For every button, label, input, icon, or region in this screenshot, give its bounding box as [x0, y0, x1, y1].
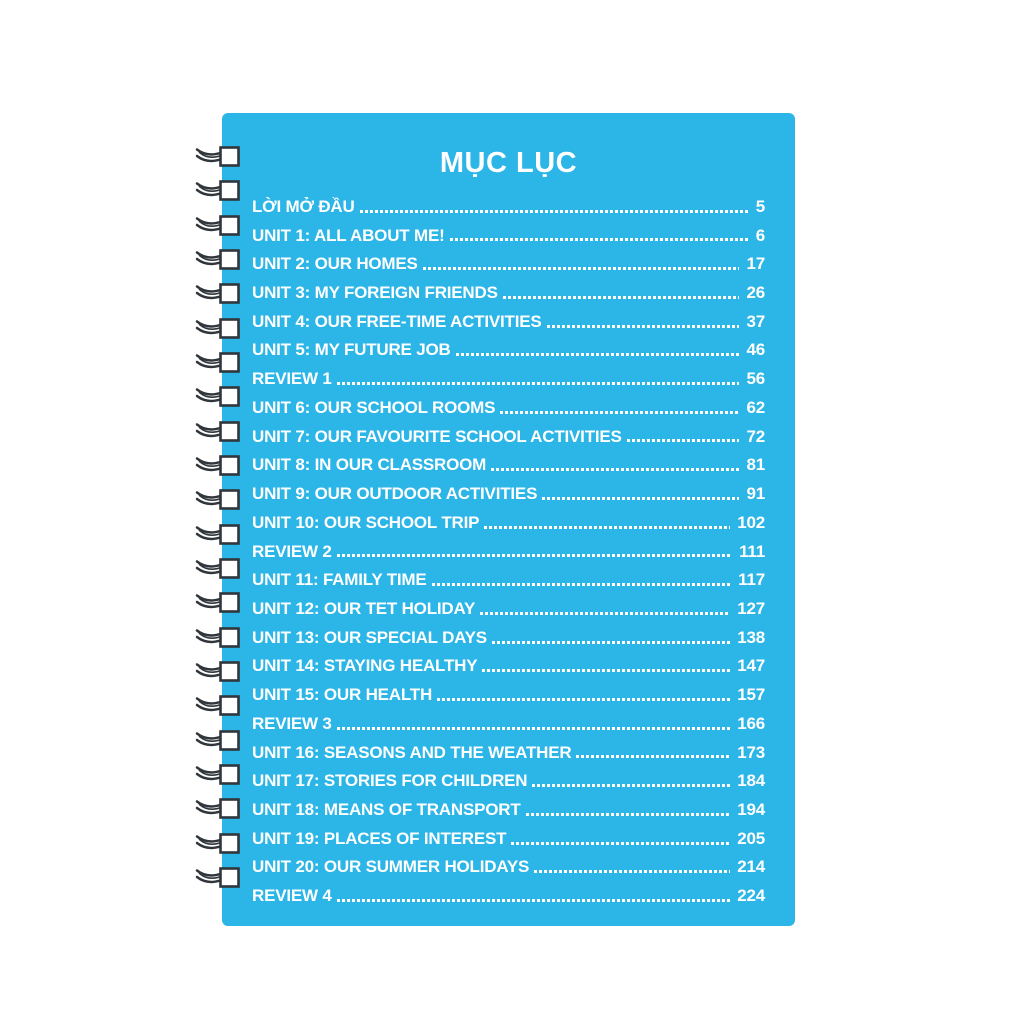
toc-page [222, 113, 795, 926]
dot-leader [547, 325, 740, 328]
dot-leader [337, 382, 740, 385]
toc-entry-label: UNIT 13: OUR SPECIAL DAYS [252, 627, 487, 647]
toc-entry-page-number: 157 [737, 685, 765, 705]
dot-leader [492, 641, 730, 644]
toc-entry-page-number: 194 [737, 799, 765, 819]
spiral-ring-icon [195, 486, 241, 516]
toc-entry-page-number: 26 [746, 283, 765, 303]
toc-entry-row [252, 503, 765, 532]
spiral-ring-icon [195, 315, 241, 345]
spiral-ring-icon [195, 383, 241, 413]
toc-entry-page-number: 111 [739, 541, 765, 561]
toc-entry-label: LỜI MỞ ĐẦU [252, 196, 355, 216]
toc-entry-label: REVIEW 3 [252, 713, 332, 733]
toc-entry-row [252, 790, 765, 819]
toc-entry-page-number: 166 [737, 713, 765, 733]
toc-entry-label: UNIT 12: OUR TET HOLIDAY [252, 598, 476, 618]
toc-entry-row [252, 733, 765, 762]
dot-leader [337, 727, 731, 730]
toc-entry-page-number: 138 [737, 627, 765, 647]
toc-entry-row [252, 445, 765, 474]
toc-entry-row [252, 618, 765, 647]
toc-entry-page-number: 173 [737, 742, 765, 762]
dot-leader [337, 554, 732, 557]
toc-entry-row [252, 876, 765, 905]
toc-entry-label: UNIT 17: STORIES FOR CHILDREN [252, 771, 528, 791]
toc-entry-row [252, 761, 765, 790]
toc-entry-label: UNIT 8: IN OUR CLASSROOM [252, 455, 487, 475]
toc-entry-row [252, 302, 765, 331]
toc-entry-label: UNIT 16: SEASONS AND THE WEATHER [252, 742, 572, 762]
dot-leader [423, 267, 740, 270]
toc-entry-label: UNIT 5: MY FUTURE JOB [252, 340, 451, 360]
toc-entry-label: UNIT 9: OUR OUTDOOR ACTIVITIES [252, 484, 538, 504]
spiral-ring-icon [195, 349, 241, 379]
toc-entry-label: UNIT 10: OUR SCHOOL TRIP [252, 512, 480, 532]
spiral-ring-icon [195, 177, 241, 207]
toc-entry-page-number: 5 [755, 196, 765, 216]
spiral-ring-icon [195, 692, 241, 722]
spiral-ring-icon [195, 555, 241, 585]
dot-leader [450, 238, 749, 241]
toc-entry-row [252, 187, 765, 216]
spiral-ring-icon [195, 658, 241, 688]
spiral-ring-icon [195, 761, 241, 791]
toc-entry-page-number: 127 [737, 598, 765, 618]
spiral-ring-icon [195, 143, 241, 173]
toc-entry-page-number: 102 [737, 512, 765, 532]
dot-leader [500, 411, 739, 414]
spiral-ring-icon [195, 830, 241, 860]
toc-entry-row [252, 647, 765, 676]
spiral-ring-icon [195, 280, 241, 310]
dot-leader [542, 497, 739, 500]
dot-leader [503, 296, 740, 299]
toc-entry-row [252, 704, 765, 733]
toc-entry-page-number: 117 [738, 570, 765, 590]
toc-entry-row [252, 244, 765, 273]
toc-entry-page-number: 147 [737, 656, 765, 676]
toc-entry-page-number: 46 [746, 340, 765, 360]
toc-entry-label: UNIT 11: FAMILY TIME [252, 570, 427, 590]
toc-entry-row [252, 560, 765, 589]
toc-list [252, 187, 765, 905]
dot-leader [484, 526, 730, 529]
toc-entry-row [252, 417, 765, 446]
spiral-ring-icon [195, 727, 241, 757]
spiral-ring-icon [195, 521, 241, 551]
toc-entry-label: UNIT 2: OUR HOMES [252, 254, 418, 274]
toc-entry-row [252, 848, 765, 877]
toc-entry-row [252, 216, 765, 245]
page-title: MỤC LỤC [439, 147, 578, 179]
dot-leader [456, 353, 740, 356]
toc-entry-row [252, 819, 765, 848]
toc-entry-label: UNIT 20: OUR SUMMER HOLIDAYS [252, 857, 530, 877]
dot-leader [337, 899, 731, 902]
toc-entry-page-number: 56 [746, 369, 765, 389]
spiral-ring-icon [195, 452, 241, 482]
spiral-ring-icon [195, 212, 241, 242]
spiral-ring-icon [195, 624, 241, 654]
toc-entry-page-number: 37 [746, 311, 765, 331]
toc-entry-label: REVIEW 2 [252, 541, 332, 561]
toc-entry-row [252, 359, 765, 388]
dot-leader [437, 698, 730, 701]
toc-entry-row [252, 675, 765, 704]
toc-entry-page-number: 17 [746, 254, 765, 274]
dot-leader [627, 439, 740, 442]
dot-leader [511, 842, 730, 845]
spiral-ring-icon [195, 418, 241, 448]
toc-entry-label: UNIT 15: OUR HEALTH [252, 685, 433, 705]
toc-entry-page-number: 72 [746, 426, 765, 446]
toc-entry-label: REVIEW 4 [252, 886, 332, 906]
spiral-ring-icon [195, 864, 241, 894]
toc-entry-label: UNIT 18: MEANS OF TRANSPORT [252, 799, 521, 819]
toc-entry-page-number: 214 [737, 857, 765, 877]
dot-leader [432, 583, 732, 586]
dot-leader [532, 784, 730, 787]
toc-entry-page-number: 205 [737, 828, 765, 848]
toc-entry-row [252, 388, 765, 417]
toc-entry-page-number: 91 [746, 484, 765, 504]
spiral-ring-icon [195, 246, 241, 276]
toc-entry-row [252, 273, 765, 302]
toc-entry-page-number: 62 [746, 397, 765, 417]
toc-entry-label: UNIT 3: MY FOREIGN FRIENDS [252, 283, 498, 303]
toc-entry-row [252, 331, 765, 360]
dot-leader [480, 612, 730, 615]
toc-entry-label: UNIT 4: OUR FREE-TIME ACTIVITIES [252, 311, 542, 331]
dot-leader [360, 210, 749, 213]
toc-entry-page-number: 184 [737, 771, 765, 791]
dot-leader [576, 755, 730, 758]
spiral-ring-icon [195, 795, 241, 825]
toc-entry-label: UNIT 7: OUR FAVOURITE SCHOOL ACTIVITIES [252, 426, 622, 446]
toc-entry-label: REVIEW 1 [252, 369, 332, 389]
toc-entry-page-number: 81 [746, 455, 765, 475]
spiral-ring-icon [195, 589, 241, 619]
toc-entry-page-number: 224 [737, 886, 765, 906]
dot-leader [534, 870, 730, 873]
toc-entry-row [252, 474, 765, 503]
toc-entry-label: UNIT 1: ALL ABOUT ME! [252, 225, 445, 245]
toc-entry-label: UNIT 6: OUR SCHOOL ROOMS [252, 397, 496, 417]
toc-entry-label: UNIT 14: STAYING HEALTHY [252, 656, 478, 676]
toc-entry-row [252, 589, 765, 618]
dot-leader [482, 669, 730, 672]
toc-entry-page-number: 6 [755, 225, 765, 245]
toc-entry-label: UNIT 19: PLACES OF INTEREST [252, 828, 507, 848]
dot-leader [491, 468, 739, 471]
toc-entry-row [252, 532, 765, 561]
dot-leader [526, 813, 731, 816]
